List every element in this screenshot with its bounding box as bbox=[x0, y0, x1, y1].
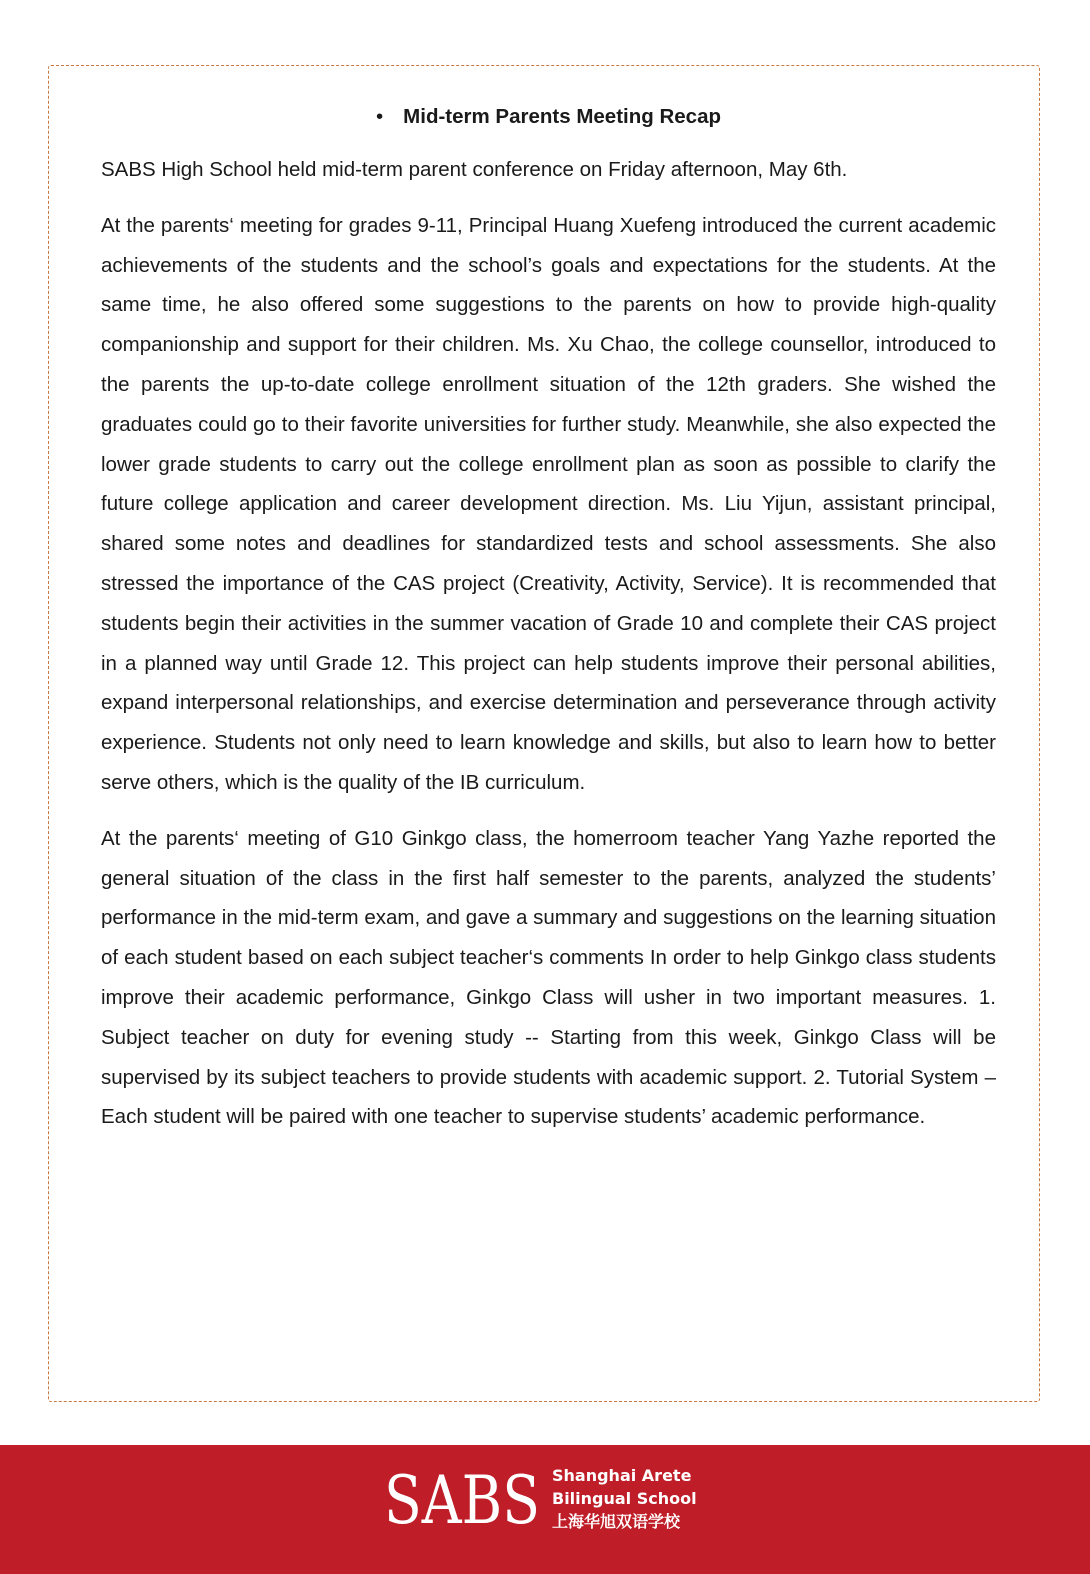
footer-banner bbox=[0, 1445, 1090, 1574]
school-logo bbox=[384, 1462, 697, 1539]
ginkgo-class-paragraph: At the parents‘ meeting of G10 Ginkgo class, the homerroom teacher Yang Yazhe reported the general situation of the class in the first half semester to the parents, analyzed the students’ performance in the mid-term exam, and gave a summary and suggestions on the learning situation of each student based on each subject teacher‘s comments In order to help Ginkgo class students improve their academic performance, Ginkgo Class will usher in two important measures. 1. Subject teacher on duty for evening study -- Starting from this week, Ginkgo Class will be supervised by its subject teachers to provide students with academic support. 2. Tutorial System – Each student will be paired with one teacher to supervise students’ academic performance. bbox=[101, 826, 996, 1129]
article-heading bbox=[101, 100, 996, 134]
school-name-line-2: Bilingual School bbox=[552, 1488, 697, 1508]
sabs-logo-text: SABS bbox=[384, 1462, 540, 1539]
heading-text: Mid-term Parents Meeting Recap bbox=[403, 105, 721, 128]
article bbox=[101, 100, 996, 1153]
heading-bullet: • bbox=[375, 105, 384, 128]
grades-9-11-paragraph: At the parents‘ meeting for grades 9-11, Principal Huang Xuefeng introduced the current academic achievements of the students and the school’s goals and expectations for the students. At the same time, he also offered some suggestions to the parents on how to provide high-quality companionship and support for their children. Ms. Xu Chao, the college counsellor, introduced to the parents the up-to-date college enrollment situation of the 12th graders. She wished the graduates could go to their favorite universities for further study. Meanwhile, she also expected the lower grade students to carry out the college enrollment plan as soon as possible to clarify the future college application and career development direction. Ms. Liu Yijun, assistant principal, shared some notes and deadlines for standardized tests and school assessments. She also stressed the importance of the CAS project (Creativity, Activity, Service). It is recommended that students begin their activities in the summer vacation of Grade 10 and complete their CAS project in a planned way until Grade 12. This project can help students improve their personal abilities, expand interpersonal relationships, and exercise determination and perseverance through activity experience. Students not only need to learn knowledge and skills, but also to learn how to better serve others, which is the quality of the IB curriculum. bbox=[101, 213, 996, 794]
intro-paragraph: SABS High School held mid-term parent conference on Friday afternoon, May 6th. bbox=[101, 158, 848, 181]
school-name bbox=[552, 1464, 697, 1533]
school-name-line-1: Shanghai Arete bbox=[552, 1465, 692, 1485]
school-name-chinese: 上海华旭双语学校 bbox=[552, 1511, 681, 1531]
sabs-logo-mark bbox=[384, 1462, 542, 1539]
